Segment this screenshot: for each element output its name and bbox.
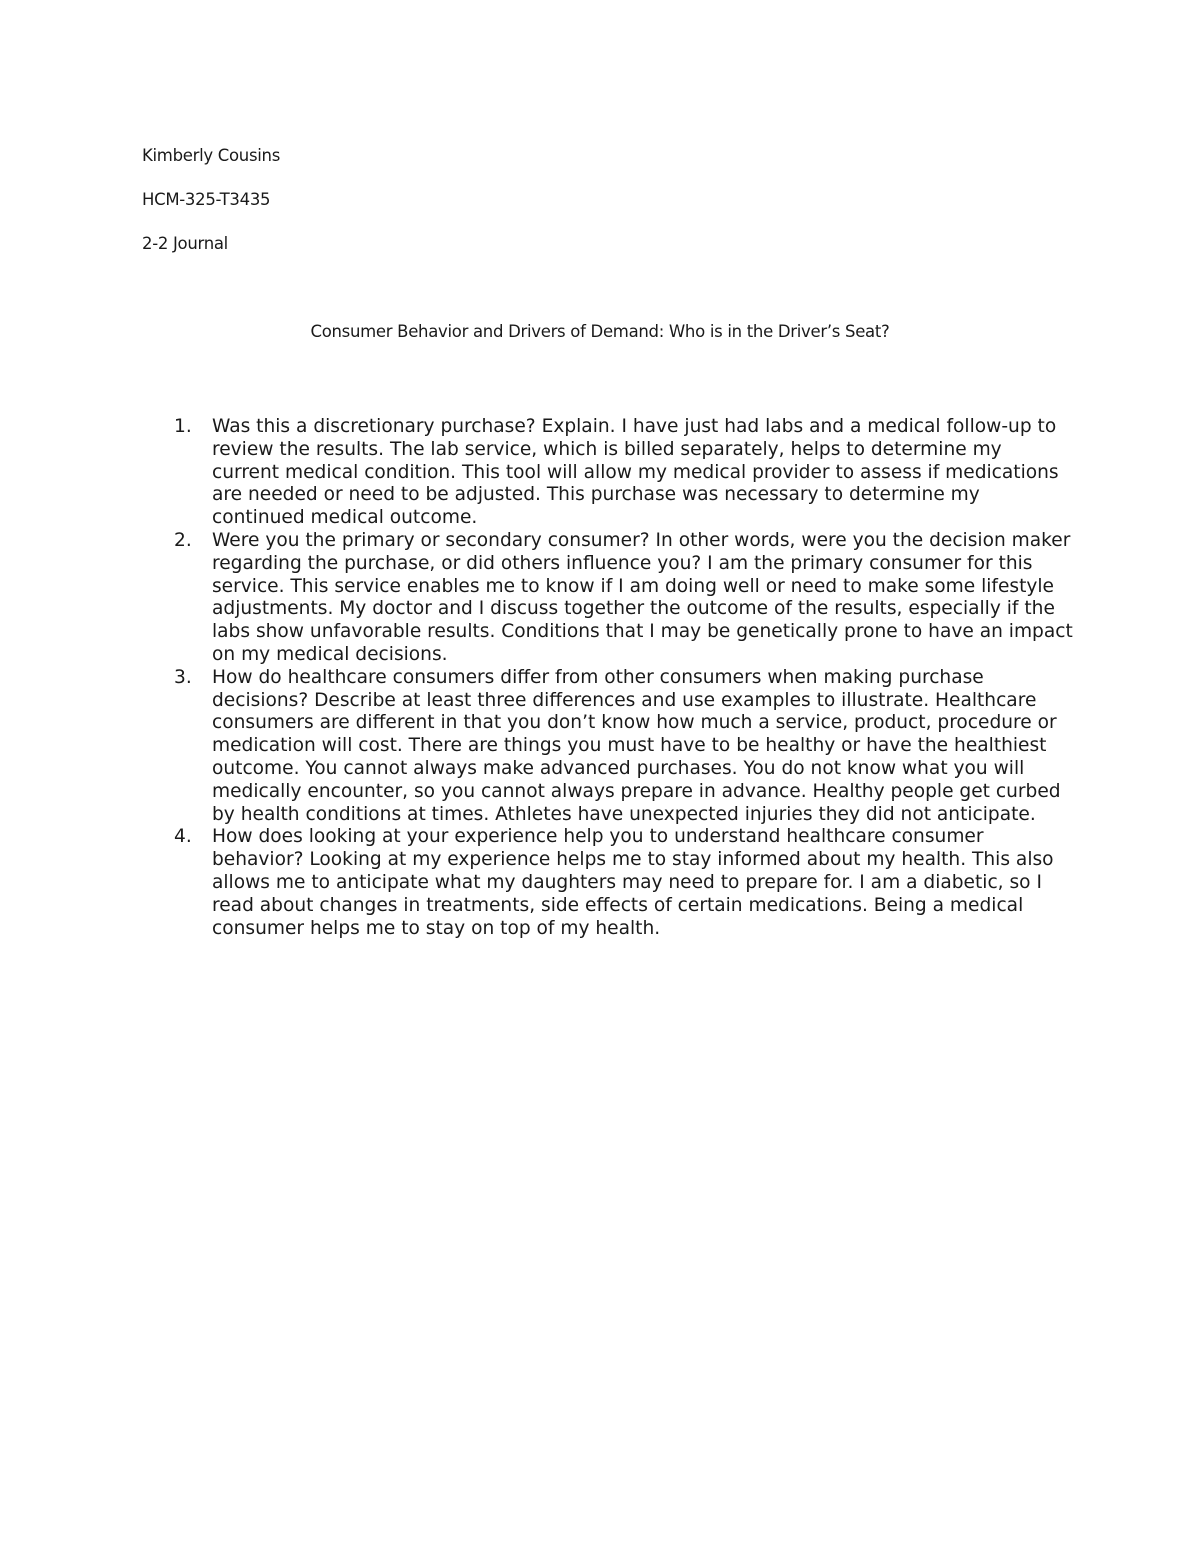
list-item (174, 529, 1074, 667)
list-item-text: Was this a discretionary purchase? Explain. I have just had labs and a medical follow-up to review the results. The lab service, which is billed separately, helps to determine my current medical condition. This tool will allow my medical provider to assess if medications are needed or need to be adjusted. This purchase was necessary to determine my continued medical outcome. (212, 416, 1059, 529)
list-item-text: How do healthcare consumers differ from other consumers when making purchase decisions? Describe at least three differences and use examples to illustrate. Healthcare consumers are different in that you don’t know how much a service, product, procedure or medication will cost. There are things you must have to be healthy or have the healthiest outcome. You cannot always make advanced purchases. You do not know what you will medically encounter, so you cannot always prepare in advance. Healthy people get curbed by health conditions at times. Athletes have unexpected injuries they did not anticipate. (212, 666, 1061, 825)
list-item-number: 1. (174, 416, 192, 437)
list-item-text: How does looking at your experience help you to understand healthcare consumer behavior? Looking at my experience helps me to stay informed about my health. This also allows me to anticipate what my daughters may need to prepare for. I am a diabetic, so I read about changes in treatments, side effects of certain medications. Being a medical consumer helps me to stay on top of my health. (212, 826, 1054, 939)
list-item-number: 4. (174, 826, 192, 848)
author-name: Kimberly Cousins (142, 146, 280, 165)
assignment-name: 2-2 Journal (142, 234, 228, 253)
list-item-number: 2. (174, 529, 192, 551)
list-item (174, 666, 1074, 827)
list-item (174, 826, 1074, 940)
question-list (174, 416, 1074, 940)
list-item-number: 3. (174, 666, 192, 688)
list-item-text: Were you the primary or secondary consumer? In other words, were you the decision maker regarding the purchase, or did others influence you? I am the primary consumer for this service. This service enables me to know if I am doing well or need to make some lifestyle adjustments. My doctor and I discuss together the outcome of the results, especially if the labs show unfavorable results. Conditions that I may be genetically prone to have an impact on my medical decisions. (212, 529, 1073, 665)
document-title: Consumer Behavior and Drivers of Demand: Who is in the Driver’s Seat? (310, 322, 890, 341)
course-code: HCM-325-T3435 (142, 190, 271, 209)
list-item (174, 416, 1074, 530)
